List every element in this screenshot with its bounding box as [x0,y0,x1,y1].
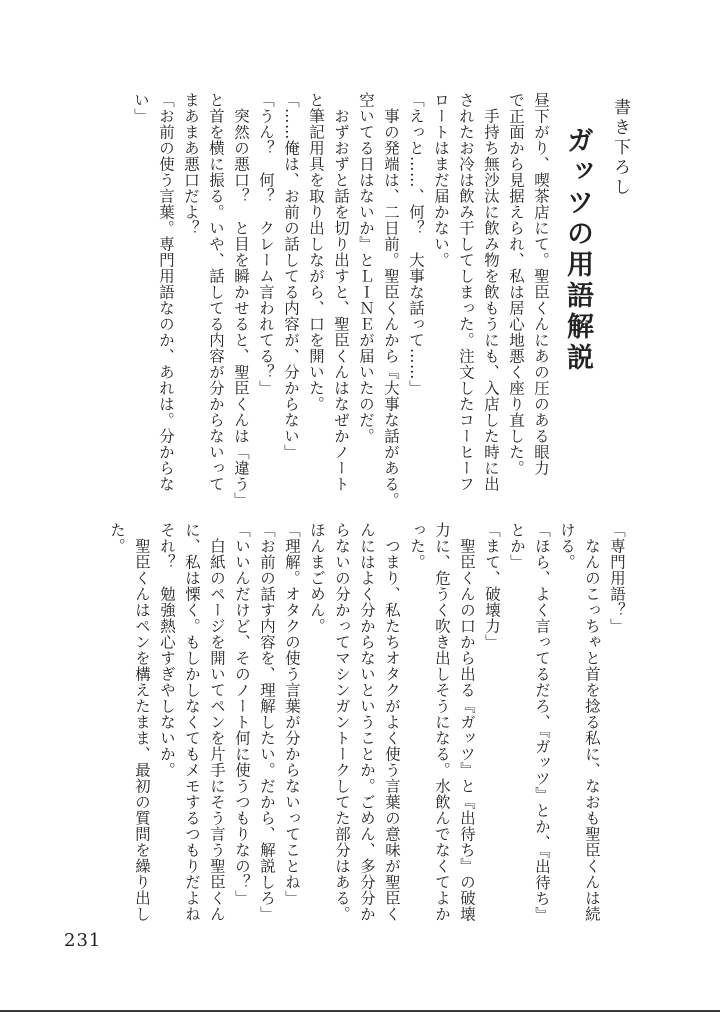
text-column: 「うん？ 何？ クレーム言われてる？」 [257,92,275,396]
text-column: と筆記用具を取り出しながら、口を開いた。 [307,92,325,412]
text-column: 事の発端は、二日前。聖臣くんから『大事な話がある。 [382,108,400,508]
text-column: で正面から見据えられ、私は居心地悪く座り直した。 [507,92,525,476]
text-column: つまり、私たちオタクがよく使う言葉の意味が聖臣く [383,538,401,922]
text-column: 突然の悪口？ と目を瞬かせると、聖臣くんは「違う」 [232,108,250,508]
text-column: まあまあ悪口だよ？ [182,92,200,236]
chapter-title: ガッツの用語解説 [562,126,593,374]
text-column: に、私は慄く。もしかしなくてもメモするつもりだよね [183,522,201,922]
text-column: 「お前の話す内容を、理解したい。だから、解説しろ」 [258,522,276,922]
text-column: とか」 [508,522,526,570]
text-column: 昼下がり、喫茶店にて。聖臣くんにあの圧のある眼力 [532,92,550,476]
text-column: 「いいんだけど、そのノート何に使うつもりなの？」 [233,522,251,906]
text-column: おずおずと話を切り出すと、聖臣くんはなぜかノート [332,108,350,492]
text-column: 「……俺は、お前の話してる内容が、分からない」 [282,92,300,460]
text-column: た。 [108,522,126,554]
text-column: 手持ち無沙汰に飲み物を飲もうにも、入店した時に出 [482,108,500,492]
text-column: 「お前の使う言葉。専門用語なのか、あれは。分からな [157,92,175,492]
text-column: 空いてる日はないか』とＬＩＮＥが届いたのだ。 [357,92,375,444]
text-column: 「まて、破壊力」 [483,522,501,650]
bottom-border [0,1010,720,1012]
text-column: 「専門用語？」 [608,522,626,634]
text-column: い」 [132,92,150,124]
text-column: 「えっと……、何？ 大事な話って……」 [407,92,425,396]
text-column: った。 [408,522,426,570]
page-number: 231 [64,930,102,951]
text-column: なんのこっちゃと首を捻る私に、なおも聖臣くんは続 [583,538,601,922]
text-column: 力に、危うく吹き出しそうになる。水飲んでなくてよか [433,522,451,922]
text-column: 「ほら、よく言ってるだろ、『ガッツ』とか、『出待ち』 [533,522,551,923]
section-subtitle: 書き下ろし [610,98,630,198]
text-column: ロートはまだ届かない。 [432,92,450,268]
text-column: ける。 [558,522,576,570]
text-column: らないの分かってマシンガントークしてた部分はある。 [333,522,351,922]
text-column: 白紙のページを開いてペンを片手にそう言う聖臣くん [208,538,226,922]
text-column: と首を横に振る。いや、話してる内容が分からないって [207,92,225,492]
text-column: それ？ 勉強熱心すぎやしないか。 [158,522,176,778]
text-column: 聖臣くんはペンを構えたまま、最初の質問を繰り出し [133,538,151,922]
text-column: されたお冷は飲み干してしまった。注文したコーヒーフ [457,92,475,492]
text-column: ほんまごめん。 [308,522,326,634]
text-column: 聖臣くんの口から出る『ガッツ』と『出待ち』の破壊 [458,538,476,922]
text-column: 「理解。オタクの使う言葉が分からないってことね」 [283,522,301,906]
text-column: んにはよく分からないということか。ごめん、多分分か [358,522,376,922]
